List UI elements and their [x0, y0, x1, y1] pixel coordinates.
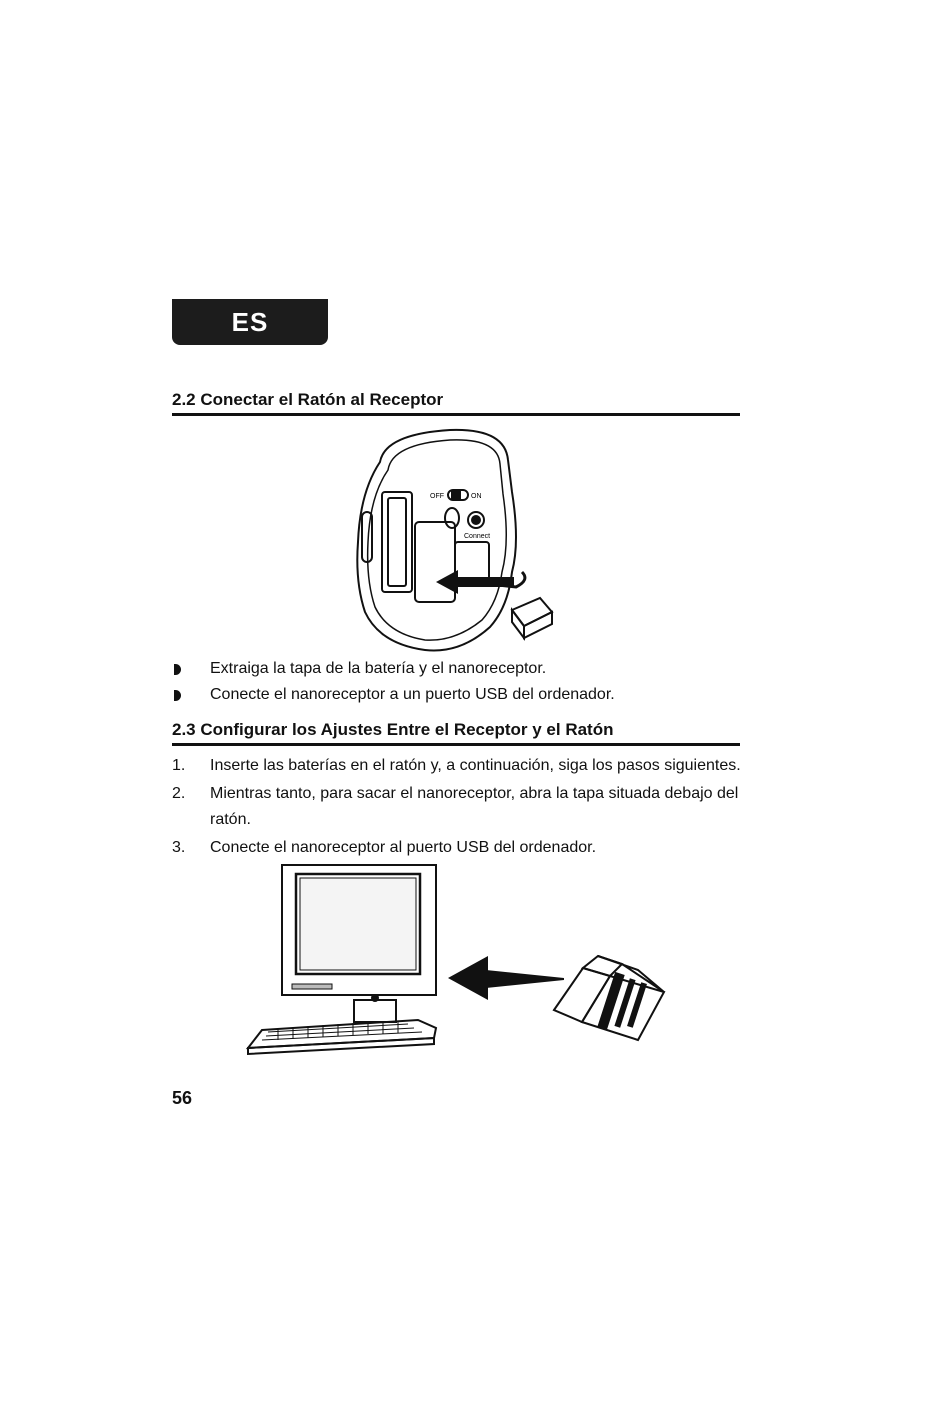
mouse-underside-illustration	[340, 422, 580, 660]
steps-list	[172, 753, 752, 863]
switch-off-label: OFF	[430, 493, 444, 500]
computer-usb-illustration	[238, 860, 678, 1065]
language-tab: ES	[172, 299, 328, 345]
bullet-icon	[174, 664, 181, 675]
step-text: Mientras tanto, para sacar el nanoreceptor, abra la tapa situada debajo del ratón.	[210, 785, 739, 828]
step-text: Conecte el nanoreceptor al puerto USB del ordenador.	[210, 839, 597, 856]
bullet-text: Conecte el nanoreceptor a un puerto USB del ordenador.	[210, 686, 615, 703]
list-item	[172, 682, 752, 708]
bullet-text: Extraiga la tapa de la batería y el nanoreceptor.	[210, 660, 547, 677]
connect-label: Connect	[464, 533, 491, 540]
step-number: 2.	[172, 785, 186, 802]
step-number: 3.	[172, 839, 186, 856]
section-heading-2-3: 2.3 Configurar los Ajustes Entre el Receptor y el Ratón	[172, 720, 740, 746]
list-item	[172, 656, 752, 682]
switch-on-label: ON	[471, 493, 482, 500]
list-item	[172, 781, 752, 833]
step-number: 1.	[172, 757, 186, 774]
step-text: Inserte las baterías en el ratón y, a continuación, siga los pasos siguientes.	[210, 757, 741, 774]
left-arrow-icon	[448, 956, 488, 1000]
list-item	[172, 835, 752, 861]
list-item	[172, 753, 752, 779]
section-heading-2-2: 2.2 Conectar el Ratón al Receptor	[172, 390, 740, 416]
bullet-list	[172, 656, 752, 708]
page-number: 56	[172, 1088, 193, 1108]
bullet-icon	[174, 690, 181, 701]
